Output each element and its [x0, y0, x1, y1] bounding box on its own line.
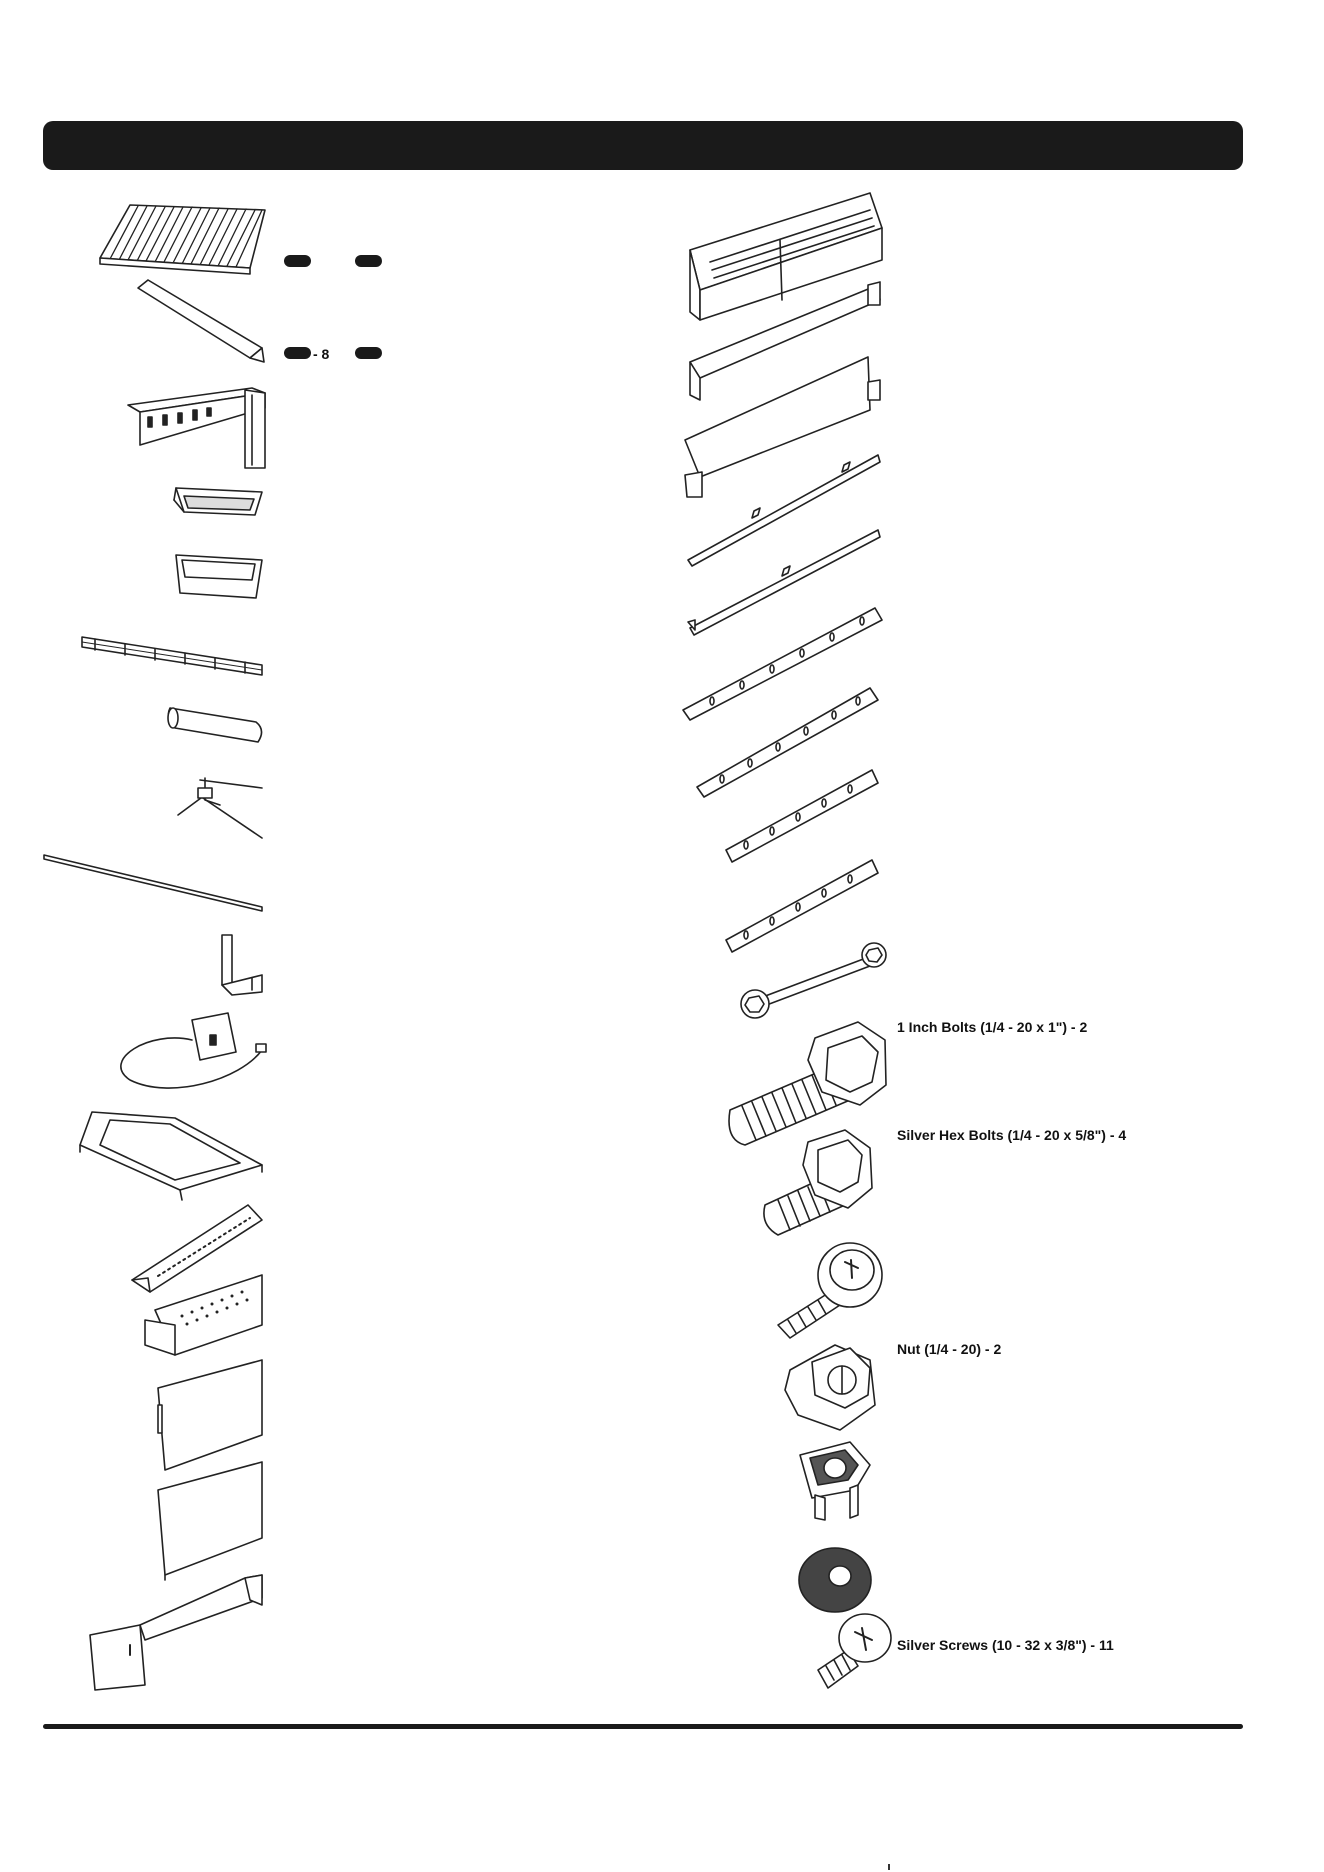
drip-pan-icon	[80, 1112, 262, 1200]
hex-bolt-icon	[764, 1130, 872, 1235]
page-mark	[888, 1864, 890, 1870]
grease-cup-icon	[176, 555, 262, 598]
wrench-icon	[741, 943, 886, 1018]
cooking-grid-icon	[100, 205, 265, 274]
flavorizer-bar-icon	[132, 1205, 262, 1292]
screw-icon	[818, 1614, 891, 1688]
rotisserie-spit-rod-icon	[44, 855, 262, 911]
hardware-label: Silver Screws (10 - 32 x 3/8") - 11	[897, 1637, 1114, 1653]
side-panel-icon	[158, 1462, 262, 1580]
control-panel-bracket-icon	[128, 388, 265, 468]
rotisserie-motor-icon	[121, 1013, 266, 1088]
cage-nut-icon	[800, 1442, 870, 1520]
heat-tent-icon	[138, 280, 264, 362]
hardware-label: Nut (1/4 - 20) - 2	[897, 1341, 1002, 1357]
base-frame-icon	[90, 1575, 262, 1690]
spit-bracket-icon	[222, 935, 262, 995]
rotisserie-handle-icon	[168, 708, 262, 742]
grease-tray-icon	[174, 488, 262, 515]
nut-icon	[785, 1345, 875, 1430]
hardware-label: Silver Hex Bolts (1/4 - 20 x 5/8") - 4	[897, 1127, 1127, 1143]
side-panel-icon	[158, 1360, 262, 1470]
washer-screw-icon	[778, 1243, 882, 1338]
hardware-label: 1 Inch Bolts (1/4 - 20 x 1") - 2	[897, 1019, 1088, 1035]
quantity-marker: - 8	[313, 346, 330, 362]
slotted-rail-icon	[726, 860, 878, 952]
warming-rack-icon	[82, 637, 262, 675]
slotted-rail-icon	[726, 770, 878, 862]
rotisserie-fork-icon	[178, 778, 262, 838]
burner-box-icon	[145, 1275, 262, 1355]
washer-icon	[799, 1548, 871, 1612]
slotted-rail-icon	[697, 688, 878, 797]
footer-rule	[43, 1724, 1243, 1729]
bolt-icon	[729, 1022, 886, 1145]
